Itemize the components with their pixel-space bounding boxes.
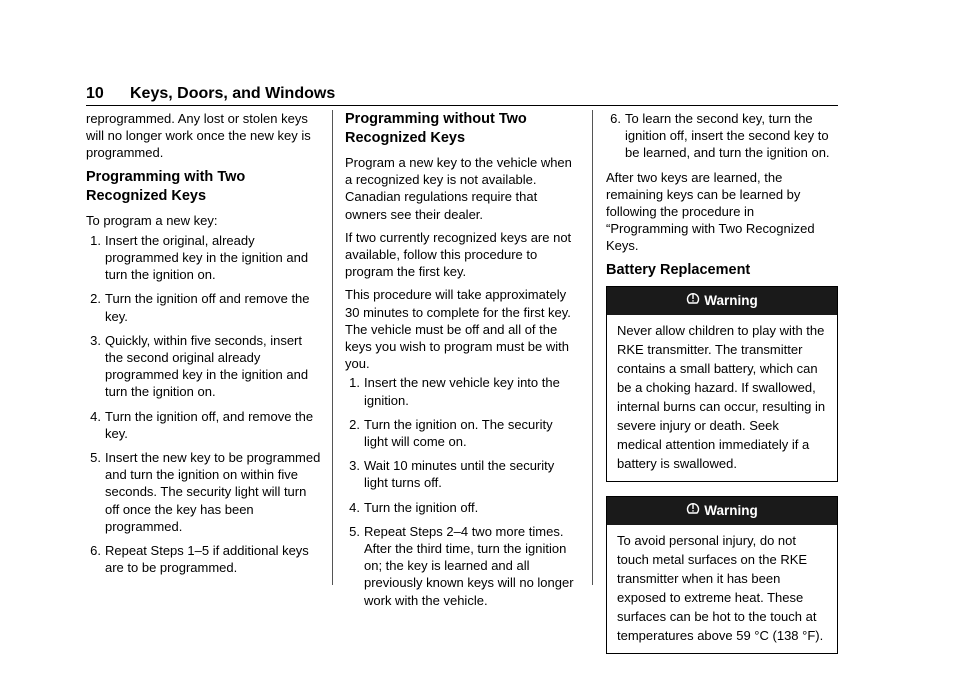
step-text: Wait 10 minutes until the security light turns off. (364, 458, 555, 491)
list-item (86, 290, 322, 324)
step-text: Turn the ignition off and remove the key. (105, 291, 310, 324)
steps-list-continued (606, 110, 838, 162)
list-item (345, 374, 575, 408)
list-item (86, 332, 322, 401)
step-text: Insert the new key to be programmed and turn the ignition on within five seconds. The security light will turn off once the key has been programmed. (105, 450, 321, 534)
list-item (86, 232, 322, 284)
step-text: Turn the ignition on. The security light will come on. (364, 416, 553, 450)
paragraph: Program a new key to the vehicle when a recognized key is not available. Canadian regulations require that owners see their dealer. (345, 155, 572, 222)
step-text: Insert the new vehicle key into the ignition. (364, 375, 560, 408)
column-2 (345, 110, 575, 616)
step-number: 6. (90, 543, 101, 559)
page-number: 10 (86, 85, 104, 102)
heading-programming-with-two-keys: Programming with Two Recognized Keys (86, 168, 246, 204)
heading-battery-replacement: Battery Replacement (606, 261, 751, 278)
list-item (86, 408, 322, 442)
step-text: Quickly, within five seconds, insert the second original already programmed key in the ignition and turn the ignition on. (105, 332, 309, 400)
step-number: 1. (349, 375, 360, 391)
warning-text: Never allow children to play with the RKE transmitter. The transmitter contains a small battery, which can be a choking hazard. If swallowed, internal burns can occur, resulting in severe injury or death. Seek medical attention immediately if a battery is swallowed. (617, 322, 826, 471)
step-text: Repeat Steps 1–5 if additional keys are to be programmed. (105, 543, 309, 576)
warning-text: To avoid personal injury, do not touch metal surfaces on the RKE transmitter when it has been exposed to extreme heat. These surfaces can be hot to the touch at temperatures above 59 °C (138 °F). (617, 532, 824, 643)
step-text: Turn the ignition off. (364, 499, 479, 515)
step-text: Insert the original, already programmed key in the ignition and turn the ignition on. (105, 232, 309, 283)
step-text: To learn the second key, turn the ignition off, insert the second key to be learned, and turn the ignition on. (625, 111, 830, 161)
list-item (86, 542, 322, 576)
warning-title: Warning (704, 502, 758, 518)
steps-list-without-two-keys (345, 374, 575, 608)
heading-programming-without-two-keys: Programming without Two Recognized Keys (345, 111, 527, 146)
column-1 (86, 110, 322, 583)
list-item (345, 523, 575, 609)
list-item (345, 457, 575, 491)
paragraph: This procedure will take approximately 30 minutes to complete for the first key. The vehicle must be off and all of the keys you wish to program must be with you. (345, 287, 571, 372)
page-header (86, 84, 838, 104)
warning-box-2 (606, 496, 838, 654)
header-rule (86, 105, 838, 106)
list-item (345, 416, 575, 450)
warning-box-1 (606, 286, 838, 482)
list-item (345, 499, 575, 516)
section-title: Keys, Doors, and Windows (130, 85, 336, 102)
warning-icon (686, 287, 700, 315)
step-number: 2. (90, 291, 101, 307)
step-number: 4. (349, 499, 360, 515)
step-number: 3. (349, 458, 360, 474)
list-item (606, 110, 838, 162)
step-number: 2. (349, 416, 360, 432)
step-number: 4. (90, 408, 101, 424)
step-text: Turn the ignition off, and remove the key. (105, 408, 314, 441)
warning-title: Warning (704, 292, 758, 308)
warning-header (607, 287, 837, 315)
step-number: 6. (610, 111, 621, 126)
column-3 (606, 110, 838, 654)
column-divider-1 (332, 110, 333, 585)
step-text: Repeat Steps 2–4 two more times. After the third time, turn the ignition on; the key is learned and all previously known keys will no longer work with the vehicle. (364, 523, 574, 608)
step-number: 5. (349, 523, 360, 539)
step-number: 5. (90, 450, 101, 466)
column-divider-2 (592, 110, 593, 585)
paragraph: After two keys are learned, the remaining keys can be learned by following the procedure in “Programming with Two Recognized Keys. (606, 169, 815, 254)
step-number: 3. (90, 332, 101, 348)
warning-icon (686, 497, 700, 525)
paragraph: If two currently recognized keys are not available, follow this procedure to program the first key. (345, 229, 572, 280)
lead-paragraph: To program a new key: (86, 212, 218, 228)
list-item (86, 449, 322, 535)
steps-list-with-two-keys (86, 232, 322, 577)
step-number: 1. (90, 232, 101, 248)
intro-paragraph: reprogrammed. Any lost or stolen keys will no longer work once the new key is programmed. (86, 111, 311, 161)
warning-header (607, 497, 837, 525)
